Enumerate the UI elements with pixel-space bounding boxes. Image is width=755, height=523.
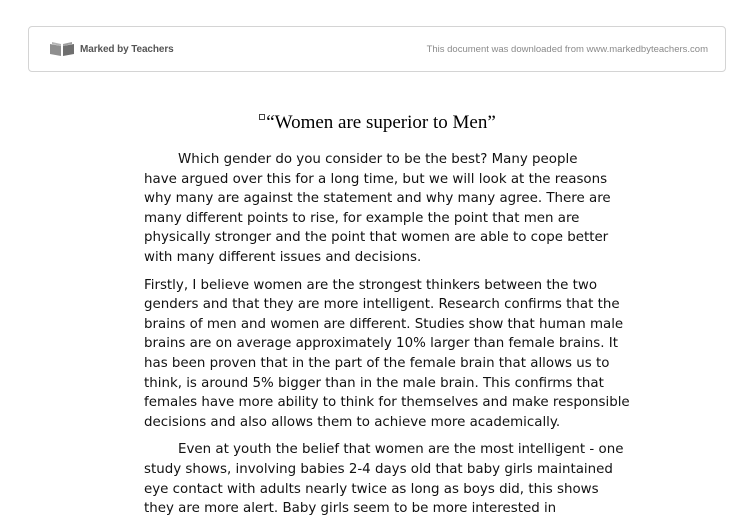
text-line: decisions and also allows them to achieve more academically. [144, 414, 561, 430]
header-bar [28, 26, 726, 72]
text-line: Firstly, I believe women are the strongest thinkers between the two [144, 277, 598, 293]
text-line: brains are on average approximately 10% larger than female brains. It [144, 336, 618, 352]
text-line: genders and that they are more intelligent. Research confirms that the [144, 297, 620, 313]
text-line: with many different issues and decisions. [144, 249, 422, 265]
text-line: Even at youth the belief that women are the most intelligent - one [144, 442, 624, 458]
text-line: have argued over this for a long time, but we will look at the reasons [144, 171, 608, 187]
document-body [144, 150, 644, 519]
text-line: why many are against the statement and why many agree. There are [144, 191, 611, 207]
paragraph-3 [144, 440, 644, 518]
download-note: This document was downloaded from www.markedbyteachers.com [426, 44, 708, 55]
document-title-text: “Women are superior to Men” [266, 112, 496, 133]
text-line: has been proven that in the part of the female brain that allows us to [144, 355, 610, 371]
brand-name: Marked by Teachers [80, 43, 174, 55]
text-line: eye contact with adults nearly twice as long as boys did, this shows [144, 481, 599, 497]
text-line: brains of men and women are different. Studies show that human male [144, 316, 624, 332]
anchor-mark-icon [259, 114, 265, 120]
text-line: physically stronger and the point that women are able to cope better [144, 230, 609, 246]
text-line: females have more ability to think for themselves and make responsible [144, 395, 630, 411]
document-title [0, 112, 755, 134]
book-icon [49, 41, 75, 57]
text-line: many different points to rise, for example the point that men are [144, 210, 580, 226]
paragraph-1 [144, 150, 644, 268]
text-line: think, is around 5% bigger than in the male brain. This confirms that [144, 375, 604, 391]
paragraph-2 [144, 276, 644, 433]
text-line: study shows, involving babies 2-4 days old that baby girls maintained [144, 461, 613, 477]
brand-logo[interactable] [49, 41, 174, 57]
text-line: Which gender do you consider to be the best? Many people [144, 152, 578, 167]
text-line: they are more alert. Baby girls seem to be more interested in [144, 501, 557, 517]
